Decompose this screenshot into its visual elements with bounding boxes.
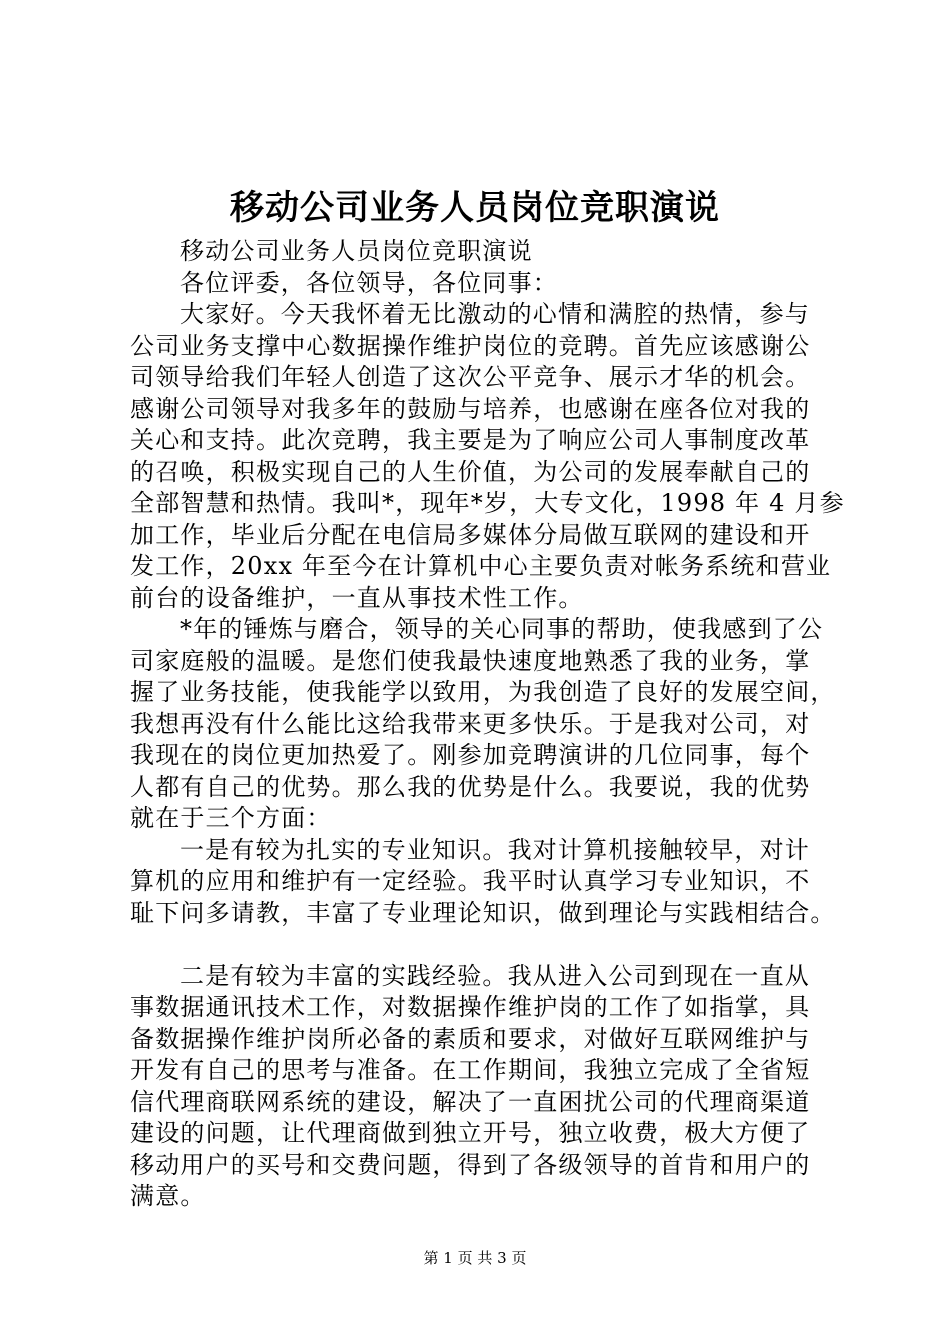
- text-line: 发工作，20xx 年至今在计算机中心主要负责对帐务系统和营业: [130, 552, 832, 580]
- text-line: 一是有较为扎实的专业知识。我对计算机接触较早，对计: [180, 835, 810, 864]
- text-line: 我现在的岗位更加热爱了。刚参加竞聘演讲的几位同事，每个: [130, 741, 811, 769]
- text-line: 建设的问题，让代理商做到独立开号，独立收费，极大方便了: [130, 1119, 811, 1147]
- text-line: 事数据通讯技术工作，对数据操作维护岗的工作了如指掌，具: [130, 993, 811, 1021]
- text-line: 公司业务支撑中心数据操作维护岗位的竞聘。首先应该感谢公: [130, 331, 811, 360]
- document-body: [130, 236, 845, 1213]
- text-line: *年的锤炼与磨合，领导的关心同事的帮助，使我感到了公: [180, 615, 824, 643]
- text-line: 二是有较为丰富的实践经验。我从进入公司到现在一直从: [180, 961, 810, 990]
- document-title: 移动公司业务人员岗位竞职演说: [230, 188, 720, 228]
- text-line: 备数据操作维护岗所必备的素质和要求，对做好互联网维护与: [130, 1024, 811, 1053]
- text-line: 人都有自己的优势。那么我的优势是什么。我要说，我的优势: [130, 772, 811, 801]
- text-line: 各位评委，各位领导，各位同事：: [180, 268, 558, 297]
- text-line: 就在于三个方面：: [130, 804, 332, 832]
- text-line: 握了业务技能，使我能学以致用，为我创造了良好的发展空间，: [130, 678, 836, 706]
- text-line: 满意。: [130, 1182, 206, 1210]
- text-line: 关心和支持。此次竞聘，我主要是为了响应公司人事制度改革: [130, 426, 811, 454]
- text-line: 全部智慧和热情。我叫*，现年*岁，大专文化，1998 年 4 月参: [130, 489, 845, 517]
- text-line: 耻下问多请教，丰富了专业理论知识，做到理论与实践相结合。: [130, 898, 836, 927]
- text-line: 感谢公司领导对我多年的鼓励与培养，也感谢在座各位对我的: [130, 394, 811, 423]
- text-line: 开发有自己的思考与准备。在工作期间，我独立完成了全省短: [130, 1056, 811, 1084]
- text-line: 的召唤，积极实现自己的人生价值，为公司的发展奉献自己的: [130, 457, 811, 486]
- text-line: 前台的设备维护，一直从事技术性工作。: [130, 583, 584, 612]
- paragraph-spacer: [130, 929, 830, 961]
- text-line: 加工作，毕业后分配在电信局多媒体分局做互联网的建设和开: [130, 520, 811, 549]
- text-line: 大家好。今天我怀着无比激动的心情和满腔的热情，参与: [180, 300, 810, 328]
- page-footer: 第 1 页 共 3 页: [423, 1249, 527, 1267]
- text-line: 司领导给我们年轻人创造了这次公平竞争、展示才华的机会。: [130, 363, 811, 391]
- text-line: 移动用户的买号和交费问题，得到了各级领导的首肯和用户的: [130, 1150, 811, 1179]
- text-line: 算机的应用和维护有一定经验。我平时认真学习专业知识，不: [130, 867, 811, 895]
- text-line: 信代理商联网系统的建设，解决了一直困扰公司的代理商渠道: [130, 1087, 811, 1116]
- text-line: 司家庭般的温暖。是您们使我最快速度地熟悉了我的业务，掌: [130, 646, 811, 675]
- text-line: 我想再没有什么能比这给我带来更多快乐。于是我对公司，对: [130, 709, 811, 738]
- text-line: 移动公司业务人员岗位竞职演说: [180, 237, 533, 265]
